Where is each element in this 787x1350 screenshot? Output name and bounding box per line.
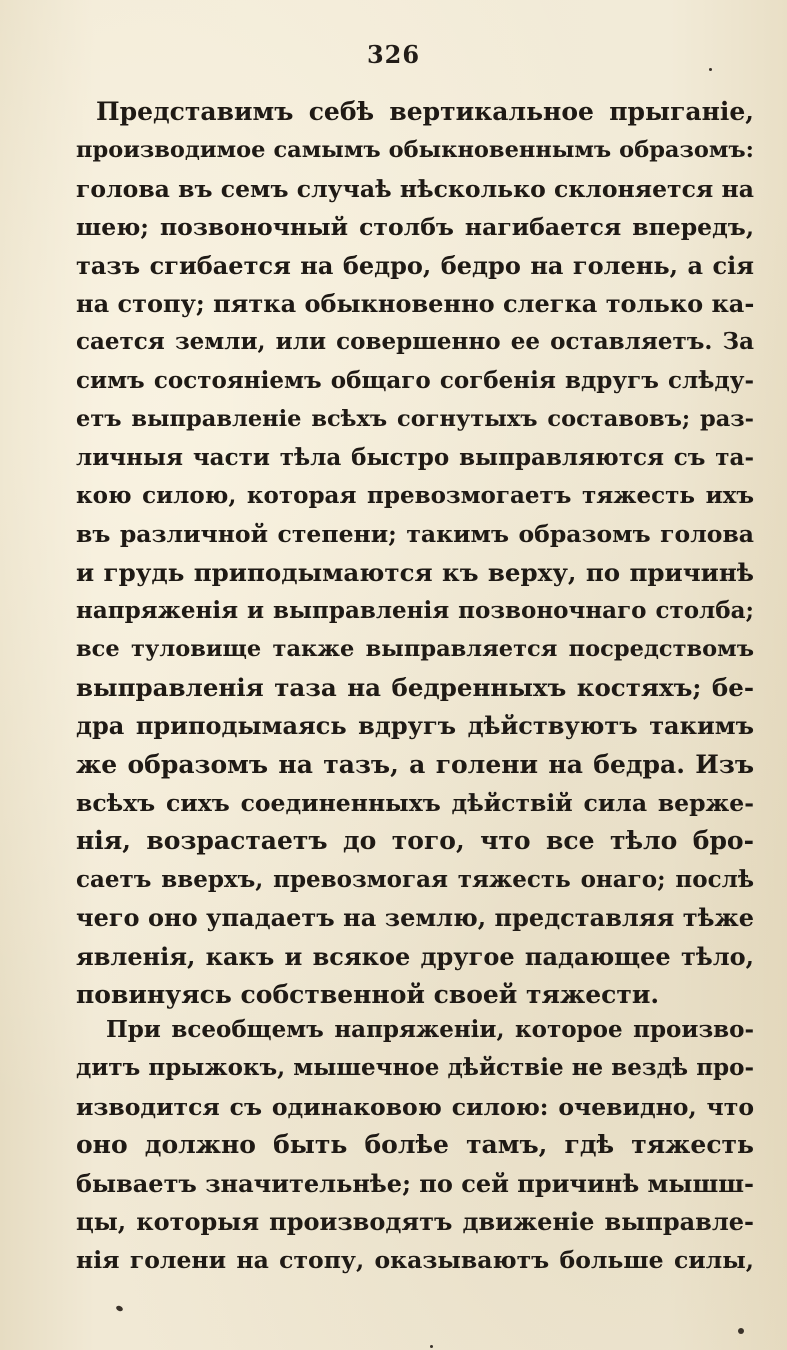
text-line: голова въ семъ случаѣ нѣсколько склоняется на [76,174,754,203]
text-line: въ различной степени; такимъ образомъ голова [76,520,754,549]
text-line: все туловище также выправляется посредствомъ [76,636,754,663]
text-line: на стопу; пятка обыкновенно слегка только ка- [76,288,754,318]
page-number: 326 [366,40,421,69]
text-line: оно должно быть болѣе тамъ, гдѣ тяжесть [76,1130,754,1160]
ink-speck [430,1345,433,1348]
text-line: шею; позвоночный столбъ нагибается впередъ, [76,213,754,242]
text-line: нія голени на стопу, оказываютъ больше силы, [76,1246,754,1275]
paragraph-1 [76,93,754,1014]
text-line: Представимъ себѣ вертикальное прыганіе, [96,97,754,126]
text-line: кою силою, которая превозмогаетъ тяжесть ихъ [76,481,754,509]
ink-speck [709,68,712,71]
text-line: и грудь приподымаются къ верху, по причинѣ [76,557,754,587]
text-line: При всеобщемъ напряженіи, которое произво- [106,1016,754,1043]
text-line: изводится съ одинаковою силою: очевидно, что [76,1092,754,1121]
text-line: чего оно упадаетъ на землю, представляя тѣже [76,903,754,933]
text-line: бываетъ значительнѣе; по сей причинѣ мышш- [76,1168,754,1198]
text-line: цы, которыя производятъ движеніе выправле- [76,1206,754,1236]
text-line: повинуясь собственной своей тяжести. [76,979,660,1009]
text-line: явленія, какъ и всякое другое падающее тѣло, [76,941,754,971]
text-line: саетъ вверхъ, превозмогая тяжесть онаго; послѣ [76,865,754,893]
text-line: тазъ сгибается на бедро, бедро на голень, а сія [76,250,754,280]
text-line: выправленія таза на бедренныхъ костяхъ; бе- [76,672,754,702]
ink-speck [738,1328,744,1334]
text-line: нія, возрастаетъ до того, что все тѣло бро- [76,826,754,856]
text-line: дитъ прыжокъ, мышечное дѣйствіе не вездѣ про- [76,1054,754,1082]
text-line: же образомъ на тазъ, а голени на бедра. Изъ [76,749,754,779]
text-line: дра приподымаясь вдругъ дѣйствуютъ такимъ [76,711,754,741]
text-line: етъ выправленіе всѣхъ согнутыхъ составовъ; раз- [76,406,754,433]
text-line: симъ состояніемъ общаго согбенія вдругъ слѣду- [76,366,754,394]
text-line: сается земли, или совершенно ее оставляетъ. За [76,328,754,356]
ink-speck [115,1305,123,1312]
text-line: личныя части тѣла быстро выправляются съ та- [76,443,754,471]
text-line: всѣхъ сихъ соединенныхъ дѣйствій сила верже- [76,789,754,818]
paragraph-2 [76,1011,754,1280]
text-line: напряженія и выправленія позвоночнаго столба; [76,597,754,625]
text-line: производимое самымъ обыкновеннымъ образомъ: [76,137,754,164]
